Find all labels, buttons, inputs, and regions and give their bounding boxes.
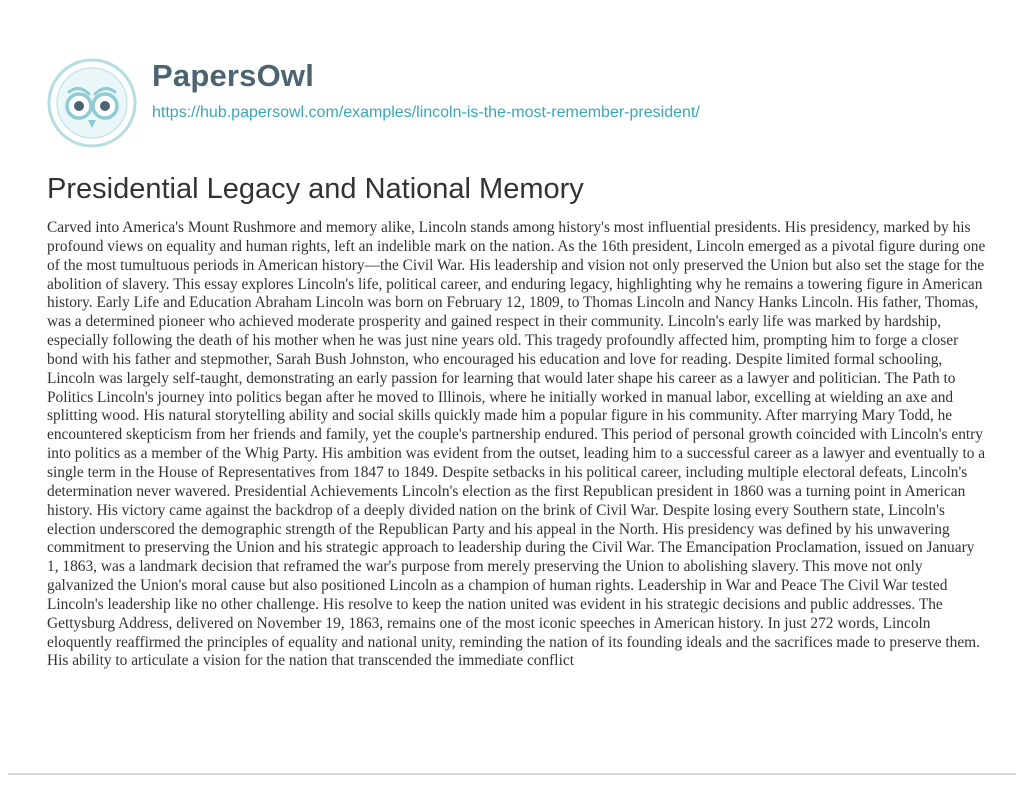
brand-block: [152, 58, 700, 123]
footer-divider: [8, 773, 1016, 775]
document-body: Carved into America's Mount Rushmore and memory alike, Lincoln stands among history's most influential presidents. His presidency, marked by his profound views on equality and human rights, left an indelible mark on the nation. As the 16th president, Lincoln emerged as a pivotal figure during one of the most tumultuous periods in American history—the Civil War. His leadership and vision not only preserved the Union but also set the stage for the abolition of slavery. This essay explores Lincoln's life, political career, and enduring legacy, highlighting why he remains a towering figure in American history. Early Life and Education Abraham Lincoln was born on February 12, 1809, to Thomas Lincoln and Nancy Hanks Lincoln. His father, Thomas, was a determined pioneer who achieved moderate prosperity and gained respect in their community. Lincoln's early life was marked by hardship, especially following the death of his mother when he was just nine years old. This tragedy profoundly affected him, prompting him to forge a closer bond with his father and stepmother, Sarah Bush Johnston, who encouraged his education and love for reading. Despite limited formal schooling, Lincoln was largely self-taught, demonstrating an early passion for learning that would later shape his career as a lawyer and politician. The Path to Politics Lincoln's journey into politics began after he moved to Illinois, where he initially worked in manual labor, excelling at wielding an axe and splitting wood. His natural storytelling ability and social skills quickly made him a popular figure in his community. After marrying Mary Todd, he encountered skepticism from her friends and family, yet the couple's partnership endured. This period of personal growth coincided with Lincoln's entry into politics as a member of the Whig Party. His ambition was evident from the outset, leading him to a successful career as a lawyer and eventually to a single term in the House of Representatives from 1847 to 1849. Despite setbacks in his political career, including multiple electoral defeats, Lincoln's determination never wavered. Presidential Achievements Lincoln's election as the first Republican president in 1860 was a turning point in American history. His victory came against the backdrop of a deeply divided nation on the brink of Civil War. Despite losing every Southern state, Lincoln's election underscored the demographic strength of the Republican Party and his appeal in the North. His presidency was defined by his unwavering commitment to preserving the Union and his strategic approach to leadership during the Civil War. The Emancipation Proclamation, issued on January 1, 1863, was a landmark decision that reframed the war's purpose from merely preserving the Union to abolishing slavery. This move not only galvanized the Union's moral cause but also positioned Lincoln as a champion of human rights. Leadership in War and Peace The Civil War tested Lincoln's leadership like no other challenge. His resolve to keep the nation united was evident in his strategic decisions and public addresses. The Gettysburg Address, delivered on November 19, 1863, remains one of the most iconic speeches in American history. In just 272 words, Lincoln eloquently reaffirmed the principles of equality and national unity, reminding the nation of its founding ideals and the sacrifices made to preserve them. His ability to articulate a vision for the nation that transcended the immediate conflict: [47, 219, 986, 670]
document-title: Presidential Legacy and National Memory: [47, 173, 584, 205]
source-url-link[interactable]: https://hub.papersowl.com/examples/lincoln-is-the-most-remember-president/: [152, 104, 700, 121]
site-header: [47, 58, 700, 148]
brand-name[interactable]: PapersOwl: [152, 58, 315, 93]
owl-logo-icon: [47, 58, 137, 148]
